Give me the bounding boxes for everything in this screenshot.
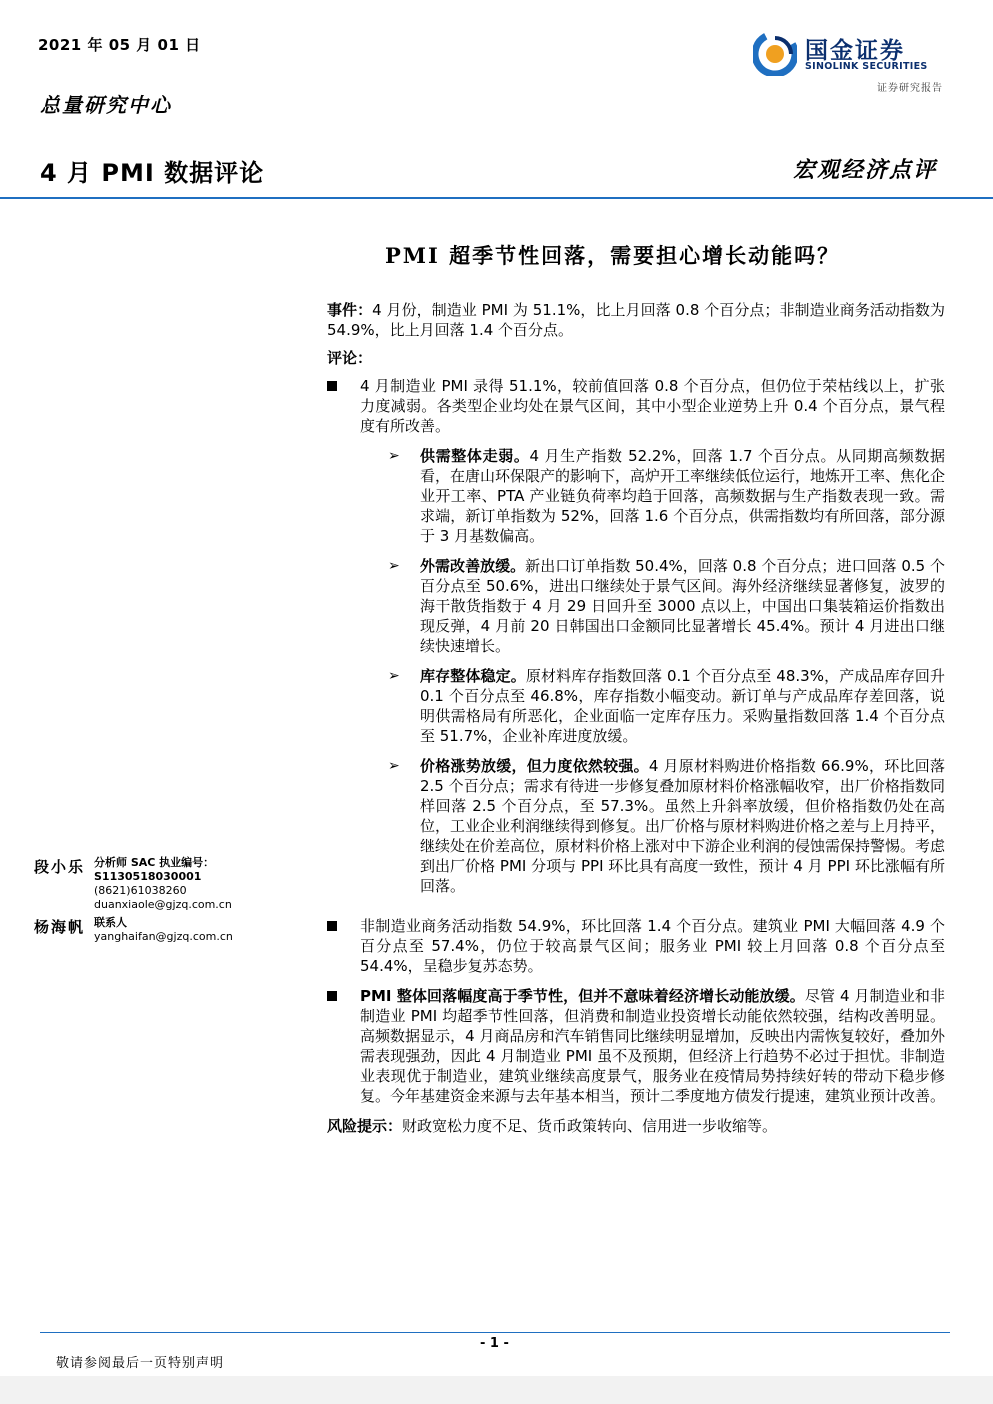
report-title: 4 月 PMI 数据评论 [40, 159, 265, 187]
sub-bullet-text: 新出口订单指数 50.4%，回落 0.8 个百分点；进口回落 0.5 个百分点至 50.6%，进出口继续处于景气区间。海外经济继续显著修复，波罗的海干散货指数于 4 月 29 日回升至 3000 点以上，中国出口集装箱运价指数出现反弹，4 月前 20 日韩国出口金额同比显著增长 45.4%。预计 4 月进出口继续快速增长。 [420, 557, 945, 655]
logo-mark-icon [753, 32, 797, 76]
sub-bullet-body [420, 756, 945, 896]
bullet-lead: PMI 整体回落幅度高于季节性，但并不意味着经济增长动能放缓。 [360, 987, 805, 1005]
department-name: 总量研究中心 [40, 93, 172, 117]
analyst-panel [34, 856, 304, 948]
analyst-email[interactable]: yanghaifan@gjzq.com.cn [94, 930, 233, 943]
bullet-body [360, 986, 945, 1106]
arrow-bullet-icon: ➢ [388, 668, 400, 684]
sub-bullet-text: 4 月原材料购进价格指数 66.9%，环比回落 2.5 个百分点；需求有待进一步修复叠加原材料价格涨幅收窄，出厂价格指数同样回落 2.5 个百分点，至 57.3%。虽然上升斜率放缓，但价格指数仍处在高位，工业企业利润继续得到修复。出厂价格与原材料购进价格之差与上月持平，继续处在价差高位，原材料价格上涨对中下游企业利润的侵蚀需保持警惕。考虑到出厂价格 PMI 分项与 PPI 环比具有高度一致性，预计 4 月 PPI 环比涨幅有所回落。 [420, 757, 946, 895]
sub-bullet-body [420, 666, 945, 746]
analyst-name: 杨海帆 [34, 918, 86, 936]
sub-bullet-lead: 供需整体走弱。 [420, 447, 530, 465]
bullet-item [327, 376, 945, 906]
sub-bullet-lead: 库存整体稳定。 [420, 667, 526, 685]
page-number: - 1 - [480, 1336, 509, 1351]
comment-label-text: 评论： [327, 349, 373, 367]
risk-text: 财政宽松力度不足、货币政策转向、信用进一步收缩等。 [402, 1117, 778, 1135]
event-label: 事件： [327, 301, 373, 319]
analyst-email[interactable]: duanxiaole@gjzq.com.cn [94, 898, 232, 911]
analyst-info [94, 916, 304, 944]
event-text: 4 月份，制造业 PMI 为 51.1%，比上月回落 0.8 个百分点；非制造业商务活动指数为 54.9%，比上月回落 1.4 个百分点。 [327, 301, 945, 339]
square-bullet-icon [327, 921, 337, 931]
analyst-info [94, 856, 304, 912]
sub-bullet-lead: 价格涨势放缓，但力度依然较强。 [420, 757, 649, 775]
header-divider [0, 197, 993, 199]
analyst-name: 段小乐 [34, 858, 86, 876]
bullet-text: 尽管 4 月制造业和非制造业 PMI 均超季节性回落，但消费和制造业投资增长动能依然较强，结构改善明显。高频数据显示，4 月商品房和汽车销售同比继续明显增加，反映出内需恢复较好，叠加外需表现强劲，因此 4 月制造业 PMI 虽不及预期，但经济上行趋势不必过于担忧。非制造业表现优于制造业，建筑业继续高度景气，服务业在疫情局势持续好转的带动下稳步修复。今年基建资金来源与去年基本相当，预计二季度地方债发行提速，建筑业预计改善。 [360, 987, 946, 1105]
sub-bullet-item [388, 666, 945, 746]
bottom-band [0, 1376, 993, 1404]
sub-bullet-text: 4 月生产指数 52.2%，回落 1.7 个百分点。从同期高频数据看，在唐山环保限产的影响下，高炉开工率继续低位运行，地炼开工率、焦化企业开工率、PTA 产业链负荷率均趋于回落，高频数据与生产指数表现一致。需求端，新订单指数为 52%，回落 1.6 个百分点，供需指数均有所回落，部分源于 3 月基数偏高。 [420, 447, 946, 545]
headline: PMI 超季节性回落，需要担心增长动能吗？ [385, 243, 841, 268]
arrow-bullet-icon: ➢ [388, 758, 400, 774]
sub-bullet-list [388, 446, 945, 896]
sub-bullet-lead: 外需改善放缓。 [420, 557, 526, 575]
sub-bullet-text: 原材料库存指数回落 0.1 个百分点至 48.3%，产成品库存回升 0.1 个百分点至 46.8%，库存指数小幅变动。新订单与产成品库存差回落，说明供需格局有所恶化，企业面临一定库存压力。采购量指数回落 1.4 个百分点至 51.7%，企业补库进度放缓。 [420, 667, 945, 745]
square-bullet-icon [327, 381, 337, 391]
sub-bullet-item [388, 446, 945, 546]
bullet-text: 4 月制造业 PMI 录得 51.1%，较前值回落 0.8 个百分点，但仍位于荣枯线以上，扩张力度减弱。各类型企业均处在景气区间，其中小型企业逆势上升 0.4 个百分点，景气程度有所改善。 [360, 377, 945, 435]
bullet-item [327, 916, 945, 976]
company-logo [753, 32, 943, 78]
sub-bullet-item [388, 556, 945, 656]
analyst-entry [34, 856, 304, 912]
bullet-text: 非制造业商务活动指数 54.9%，环比回落 1.4 个百分点。建筑业 PMI 大幅回落 4.9 个百分点至 57.4%，仍位于较高景气区间；服务业 PMI 较上月回落 0.8 个百分点至 54.4%，呈稳步复苏态势。 [360, 917, 945, 975]
sub-bullet-item [388, 756, 945, 896]
report-type: 宏观经济点评 [792, 157, 937, 183]
risk-label: 风险提示： [327, 1117, 403, 1135]
analyst-role: 分析师 SAC 执业编号：S1130518030001 [94, 856, 215, 883]
footer-divider [40, 1332, 950, 1333]
analyst-role: 联系人 [94, 916, 127, 929]
analyst-phone: (8621)61038260 [94, 884, 187, 897]
arrow-bullet-icon: ➢ [388, 558, 400, 574]
report-date: 2021 年 05 月 01 日 [38, 36, 201, 54]
main-content [327, 300, 945, 1144]
square-bullet-icon [327, 991, 337, 1001]
sub-bullet-body [420, 556, 945, 656]
footer-disclaimer: 敬请参阅最后一页特别声明 [56, 1356, 225, 1371]
bullet-body [360, 376, 945, 906]
logo-chinese-name: 国金证券 [805, 38, 905, 64]
arrow-bullet-icon: ➢ [388, 448, 400, 464]
event-paragraph [327, 300, 945, 340]
logo-subtitle: 证券研究报告 [877, 83, 943, 94]
risk-paragraph [327, 1116, 945, 1136]
logo-english-name: SINOLINK SECURITIES [805, 61, 928, 72]
sub-bullet-body [420, 446, 945, 546]
comment-label [327, 348, 945, 368]
bullet-body [360, 916, 945, 976]
bullet-item [327, 986, 945, 1106]
analyst-entry [34, 916, 304, 944]
